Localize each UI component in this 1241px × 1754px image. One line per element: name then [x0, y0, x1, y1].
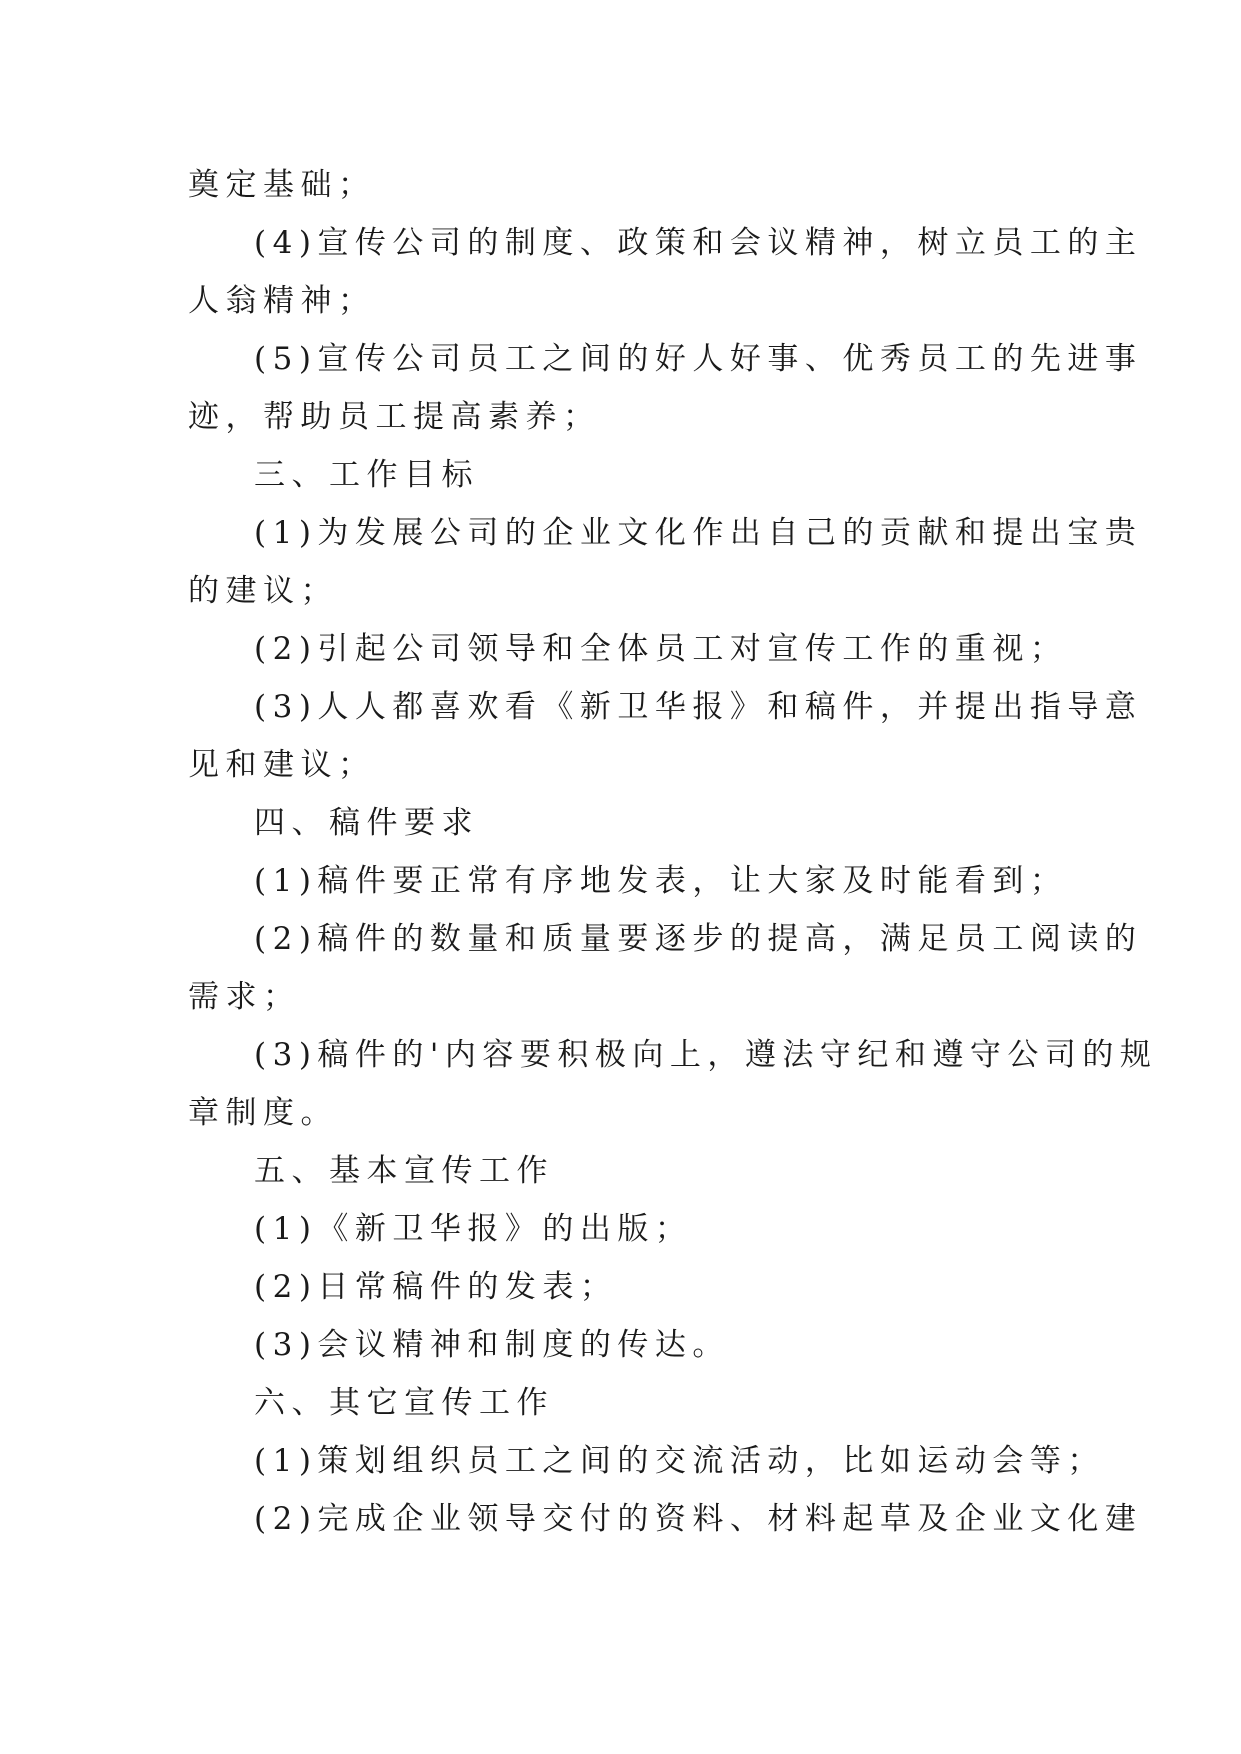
document-line: (5)宣传公司员工之间的好人好事、优秀员工的先进事 — [254, 341, 1143, 377]
document-line: (1)稿件要正常有序地发表，让大家及时能看到； — [254, 863, 1068, 899]
document-line: (2)稿件的数量和质量要逐步的提高，满足员工阅读的 — [254, 921, 1143, 957]
document-line: 五、基本宣传工作 — [254, 1153, 554, 1189]
document-line: (1)策划组织员工之间的交流活动，比如运动会等； — [254, 1443, 1105, 1479]
document-line: (2)完成企业领导交付的资料、材料起草及企业文化建 — [254, 1501, 1143, 1537]
document-line: 三、工作目标 — [254, 457, 479, 493]
document-line: 需求； — [188, 979, 301, 1015]
document-line: (3)人人都喜欢看《新卫华报》和稿件，并提出指导意 — [254, 689, 1143, 725]
document-line: 奠定基础； — [188, 167, 376, 203]
document-body — [188, 156, 1158, 1548]
document-line: 人翁精神； — [188, 283, 376, 319]
document-line: (2)引起公司领导和全体员工对宣传工作的重视； — [254, 631, 1068, 667]
document-line: 见和建议； — [188, 747, 376, 783]
document-line: 六、其它宣传工作 — [254, 1385, 554, 1421]
document-line: 的建议； — [188, 573, 338, 609]
document-line: (2)日常稿件的发表； — [254, 1269, 618, 1305]
document-line: 章制度。 — [188, 1095, 338, 1131]
document-line: (3)会议精神和制度的传达。 — [254, 1327, 730, 1363]
document-line: (4)宣传公司的制度、政策和会议精神，树立员工的主 — [254, 225, 1143, 261]
document-line: (1)为发展公司的企业文化作出自己的贡献和提出宝贵 — [254, 515, 1143, 551]
document-line: (3)稿件的'内容要积极向上，遵法守纪和遵守公司的规 — [254, 1037, 1158, 1073]
document-line: 四、稿件要求 — [254, 805, 479, 841]
document-line: (1)《新卫华报》的出版； — [254, 1211, 693, 1247]
document-line: 迹，帮助员工提高素养； — [188, 399, 601, 435]
